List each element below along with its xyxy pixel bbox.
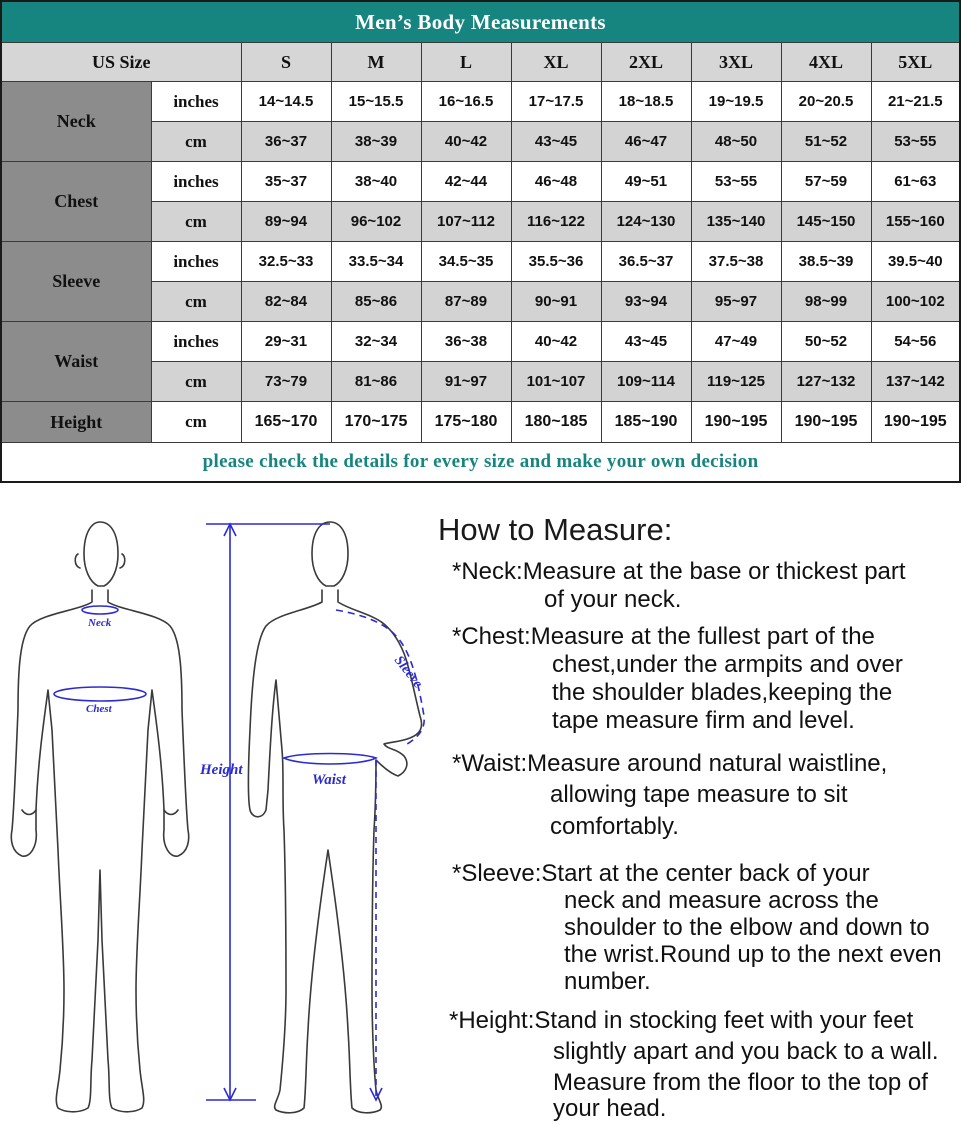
instruction-text: allowing tape measure to sit [550,781,848,808]
instruction-item [452,558,906,586]
measurement-value: 137~142 [871,362,960,402]
chest-label: Chest [86,703,112,715]
height-value: 185~190 [601,402,691,443]
measurement-value: 61~63 [871,162,960,202]
measurement-value: 98~99 [781,282,871,322]
instruction-text: your head. [553,1095,667,1122]
size-header: US Size [1,43,241,82]
measurement-value: 35.5~36 [511,242,601,282]
measurement-value: 101~107 [511,362,601,402]
measurement-value: 93~94 [601,282,691,322]
unit-label: cm [151,282,241,322]
measurement-value: 36.5~37 [601,242,691,282]
measurement-value: 87~89 [421,282,511,322]
measurement-value: 15~15.5 [331,82,421,122]
instruction-label: *Height: [449,1007,535,1034]
measurement-value: 29~31 [241,322,331,362]
measurement-value: 35~37 [241,162,331,202]
measurement-value: 37.5~38 [691,242,781,282]
measurement-value: 16~16.5 [421,82,511,122]
how-to-measure-title: How to Measure: [438,512,673,547]
instruction-text: comfortably. [550,813,679,840]
measurement-row [1,82,960,122]
waist-label: Waist [312,772,346,788]
chest-tape [54,687,146,701]
instruction-text: neck and measure across the [564,887,879,914]
measurement-name: Waist [1,322,151,402]
measurement-value: 42~44 [421,162,511,202]
instruction-text: shoulder to the elbow and down to [564,914,930,941]
back-body-outline [249,522,422,1113]
measurement-value: 17~17.5 [511,82,601,122]
instruction-label: *Waist: [452,750,528,777]
measurement-value: 124~130 [601,202,691,242]
unit-label: inches [151,242,241,282]
measurement-value: 43~45 [511,122,601,162]
instruction-text: chest,under the armpits and over [552,651,903,678]
size-column-header: 2XL [601,43,691,82]
measurement-figure [0,510,440,1120]
measurement-value: 38~39 [331,122,421,162]
measurement-value: 96~102 [331,202,421,242]
measurement-value: 33.5~34 [331,242,421,282]
measurement-value: 20~20.5 [781,82,871,122]
measurement-name: Neck [1,82,151,162]
measurement-value: 53~55 [691,162,781,202]
size-column-header: 5XL [871,43,960,82]
measurement-value: 91~97 [421,362,511,402]
measurement-value: 85~86 [331,282,421,322]
table-title: Men’s Body Measurements [1,1,960,43]
measurement-value: 21~21.5 [871,82,960,122]
instruction-label: *Sleeve: [452,860,542,887]
measurement-value: 73~79 [241,362,331,402]
instruction-text: Measure around natural waistline, [527,750,888,777]
instruction-text: slightly apart and you back to a wall. [553,1038,939,1065]
measurement-value: 119~125 [691,362,781,402]
height-value: 165~170 [241,402,331,443]
measurement-value: 38~40 [331,162,421,202]
instruction-text: Measure at the fullest part of the [530,623,875,650]
measurement-value: 53~55 [871,122,960,162]
unit-label: inches [151,82,241,122]
measurement-value: 40~42 [421,122,511,162]
measurement-value: 54~56 [871,322,960,362]
measurement-value: 89~94 [241,202,331,242]
height-row [1,402,960,443]
measurement-value: 82~84 [241,282,331,322]
measurement-value: 43~45 [601,322,691,362]
measurement-value: 95~97 [691,282,781,322]
measurement-value: 19~19.5 [691,82,781,122]
instruction-text: of your neck. [544,586,682,613]
instruction-item [452,860,870,888]
instruction-text: Stand in stocking feet with your feet [534,1007,914,1034]
size-column-header: M [331,43,421,82]
measurement-value: 39.5~40 [871,242,960,282]
measurement-value: 109~114 [601,362,691,402]
measurement-value: 36~37 [241,122,331,162]
measurement-value: 135~140 [691,202,781,242]
size-chart-table [0,0,961,483]
unit-label: inches [151,322,241,362]
measurement-value: 32~34 [331,322,421,362]
size-column-header: 3XL [691,43,781,82]
sleeve-label: Sleeve [390,653,426,692]
instruction-text: Measure from the floor to the top of [553,1069,928,1096]
measurement-value: 100~102 [871,282,960,322]
measurement-name: Height [1,402,151,443]
height-value: 190~195 [871,402,960,443]
height-label: Height [200,762,243,778]
measurement-row [1,322,960,362]
measurement-value: 14~14.5 [241,82,331,122]
unit-label: cm [151,402,241,443]
measurement-value: 116~122 [511,202,601,242]
measurement-value: 90~91 [511,282,601,322]
size-column-header: S [241,43,331,82]
measurement-name: Sleeve [1,242,151,322]
measurement-value: 49~51 [601,162,691,202]
measurement-name: Chest [1,162,151,242]
instruction-text: the shoulder blades,keeping the [552,679,893,706]
measurement-value: 34.5~35 [421,242,511,282]
height-value: 190~195 [781,402,871,443]
measurement-value: 46~48 [511,162,601,202]
front-body-outline [11,522,188,1112]
instruction-text: Start at the center back of your [541,860,870,887]
measurement-value: 36~38 [421,322,511,362]
measurement-value: 38.5~39 [781,242,871,282]
measurement-value: 81~86 [331,362,421,402]
unit-label: inches [151,162,241,202]
height-value: 180~185 [511,402,601,443]
instruction-text: number. [564,968,651,995]
measurement-value: 107~112 [421,202,511,242]
neck-tape [82,606,118,614]
unit-label: cm [151,362,241,402]
measurement-value: 40~42 [511,322,601,362]
instruction-text: tape measure firm and level. [552,707,855,734]
measurement-value: 46~47 [601,122,691,162]
height-value: 175~180 [421,402,511,443]
instruction-text: Measure at the base or thickest part [522,558,906,585]
size-column-header: 4XL [781,43,871,82]
neck-label: Neck [88,617,112,629]
measurement-row [1,162,960,202]
instruction-label: *Chest: [452,623,531,650]
instruction-item [452,750,887,778]
waist-tape [284,754,376,765]
measurement-value: 48~50 [691,122,781,162]
size-column-header: XL [511,43,601,82]
height-value: 190~195 [691,402,781,443]
instruction-item [449,1007,913,1035]
instruction-item [452,623,875,651]
measurement-value: 47~49 [691,322,781,362]
instruction-text: the wrist.Round up to the next even [564,941,942,968]
measurement-value: 50~52 [781,322,871,362]
measurement-value: 127~132 [781,362,871,402]
measurement-value: 51~52 [781,122,871,162]
table-note: please check the details for every size and make your own decision [1,443,960,483]
measurement-row [1,242,960,282]
measurement-value: 32.5~33 [241,242,331,282]
unit-label: cm [151,122,241,162]
measurement-value: 18~18.5 [601,82,691,122]
size-column-header: L [421,43,511,82]
height-value: 170~175 [331,402,421,443]
measurement-value: 57~59 [781,162,871,202]
measurement-value: 155~160 [871,202,960,242]
instruction-label: *Neck: [452,558,523,585]
unit-label: cm [151,202,241,242]
measurement-value: 145~150 [781,202,871,242]
